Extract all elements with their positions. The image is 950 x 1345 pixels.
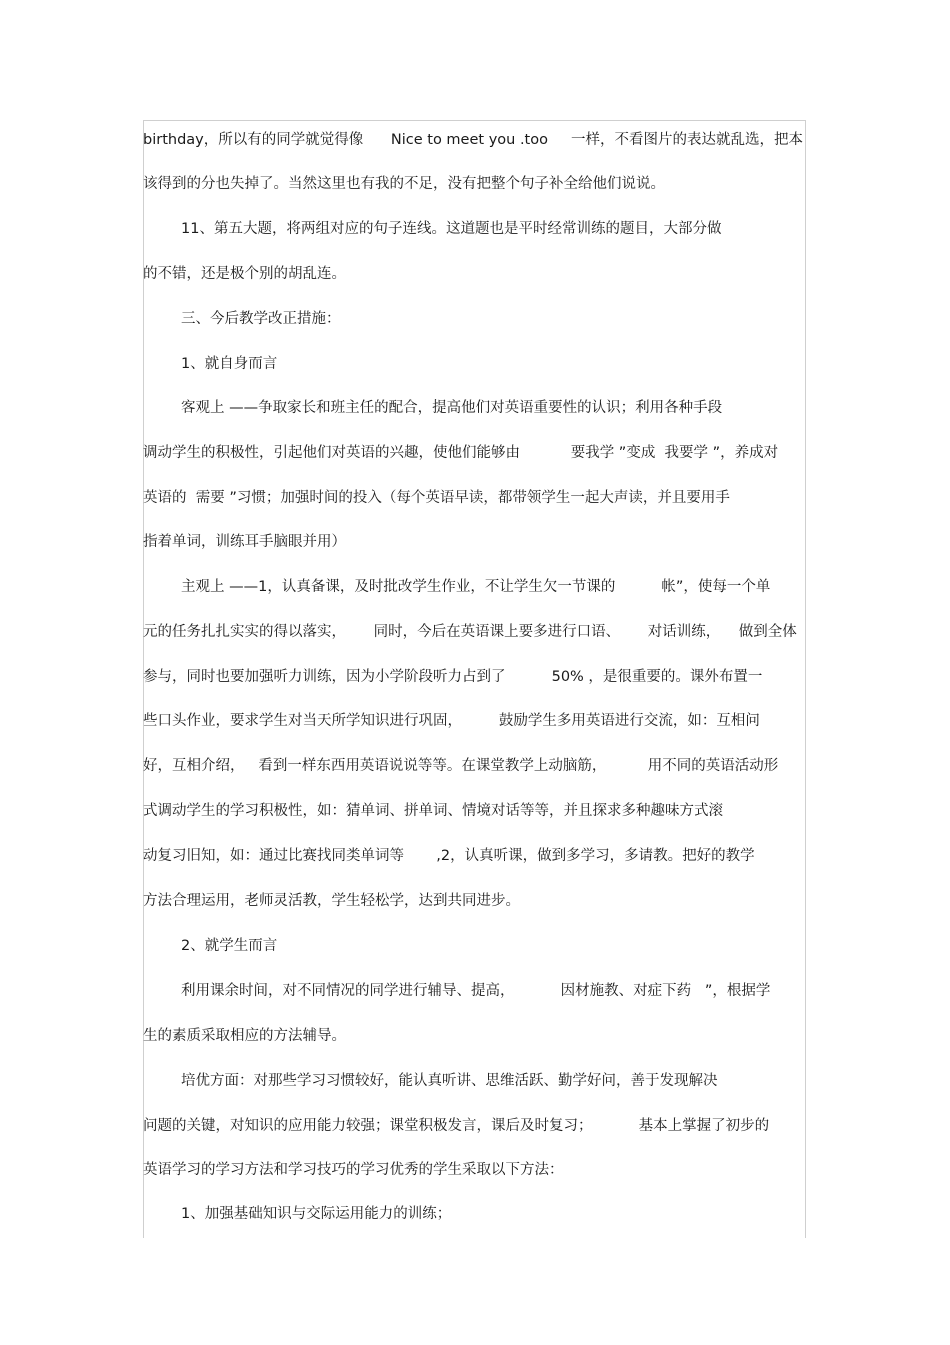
subsection-heading: 1、就自身而言	[181, 356, 278, 372]
list-item: 1、加强基础知识与交际运用能力的训练；	[181, 1206, 452, 1222]
text-line: 指着单词，训练耳手脑眼并用）	[143, 534, 346, 550]
text-line: 该得到的分也失掉了。当然这里也有我的不足，没有把整个句子补全给他们说说。	[143, 176, 665, 192]
text-line: 参与，同时也要加强听力训练，因为小学阶段听力占到了 50% ，是很重要的。课外布置一	[143, 669, 763, 685]
text-line: 方法合理运用，老师灵活教，学生轻松学，达到共同进步。	[143, 893, 520, 909]
text-line: 的不错，还是极个别的胡乱连。	[143, 266, 346, 282]
text-line: 调动学生的积极性，引起他们对英语的兴趣，使他们能够由 要我学 ”变成 我要学 ”，养成对	[143, 445, 779, 461]
text-line: 元的任务扎扎实实的得以落实， 同时，今后在英语课上要多进行口语、 对话训练， 做到全体	[143, 624, 797, 640]
text-line: 主观上 ——1，认真备课，及时批改学生作业，不让学生欠一节课的 帐”，使每一个单	[181, 579, 771, 595]
text-line: 11、第五大题，将两组对应的句子连线。这道题也是平时经常训练的题目，大部分做	[181, 221, 722, 237]
text-line: birthday，所以有的同学就觉得像 Nice to meet you .too 一样，不看图片的表达就乱选，把本	[143, 132, 804, 148]
text-line: 英语学习的学习方法和学习技巧的学习优秀的学生采取以下方法：	[143, 1162, 564, 1178]
text-line: 动复习旧知，如：通过比赛找同类单词等 ,2，认真听课，做到多学习，多请教。把好的教学	[143, 848, 755, 864]
text-line: 利用课余时间，对不同情况的同学进行辅导、提高， 因材施教、对症下药 ”，根据学	[181, 983, 771, 999]
text-line: 些口头作业，要求学生对当天所学知识进行巩固， 鼓励学生多用英语进行交流，如：互相问	[143, 713, 760, 729]
text-line: 英语的 需要 ”习惯；加强时间的投入（每个英语早读，都带领学生一起大声读，并且要用手	[143, 490, 730, 506]
text-line: 好，互相介绍， 看到一样东西用英语说说等等。在课堂教学上动脑筋， 用不同的英语活动形	[143, 758, 779, 774]
section-heading: 三、今后教学改正措施：	[181, 311, 341, 327]
text-line: 客观上 ——争取家长和班主任的配合，提高他们对英语重要性的认识；利用各种手段	[181, 400, 723, 416]
subsection-heading: 2、就学生而言	[181, 938, 278, 954]
text-line: 式调动学生的学习积极性，如：猜单词、拼单词、情境对话等等，并且探求多种趣味方式滚	[143, 803, 723, 819]
text-line: 生的素质采取相应的方法辅导。	[143, 1028, 346, 1044]
text-line: 问题的关键，对知识的应用能力较强；课堂积极发言，课后及时复习； 基本上掌握了初步的	[143, 1118, 770, 1134]
text-line: 培优方面：对那些学习习惯较好，能认真听讲、思维活跃、勤学好问，善于发现解决	[181, 1073, 718, 1089]
